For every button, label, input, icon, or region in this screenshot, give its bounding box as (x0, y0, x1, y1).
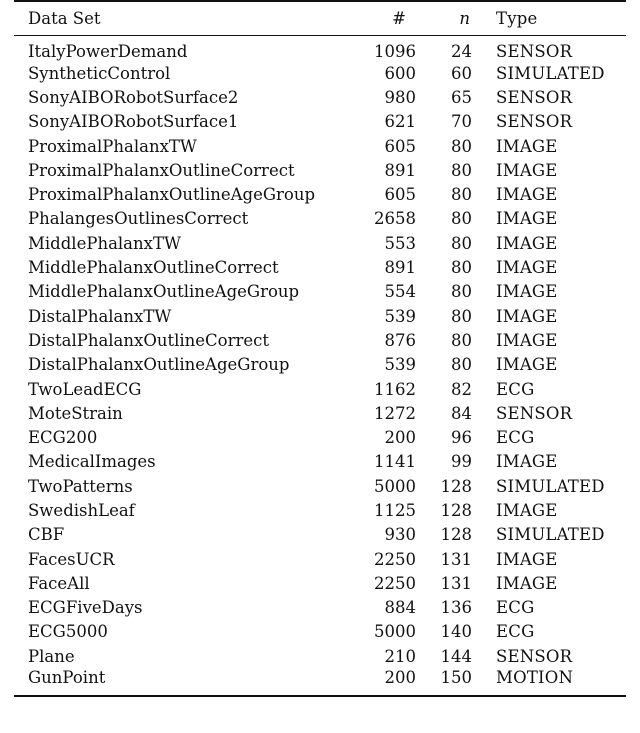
cell-n: 80 (451, 355, 472, 375)
cell-n: 80 (451, 209, 472, 229)
cell-n: 99 (451, 452, 472, 472)
cell-n: 131 (440, 573, 472, 593)
cell-n: 131 (440, 549, 472, 569)
cell-n: 80 (451, 282, 472, 302)
cell-count: 621 (384, 112, 416, 132)
cell-type: SIMULATED (496, 525, 605, 545)
cell-type: IMAGE (496, 209, 558, 229)
cell-data-set: TwoLeadECG (28, 379, 142, 399)
cell-type: IMAGE (496, 306, 558, 326)
cell-count: 5000 (374, 622, 416, 642)
cell-count: 2250 (374, 549, 416, 569)
cell-n: 128 (440, 476, 472, 496)
cell-data-set: MiddlePhalanxOutlineAgeGroup (28, 282, 300, 302)
table-row (14, 425, 626, 449)
cell-count: 2250 (374, 573, 416, 593)
table-row (14, 498, 626, 522)
table-header (14, 1, 626, 36)
cell-count: 891 (384, 258, 416, 278)
cell-n: 70 (451, 112, 472, 132)
header-n: n (459, 9, 470, 28)
cell-n: 80 (451, 258, 472, 278)
cell-data-set: SonyAIBORobotSurface1 (28, 112, 239, 132)
header-count: # (392, 9, 406, 28)
cell-type: IMAGE (496, 282, 558, 302)
cell-n: 80 (451, 306, 472, 326)
cell-type: SENSOR (496, 403, 573, 423)
table-row (14, 61, 626, 85)
cell-data-set: FacesUCR (28, 549, 115, 569)
cell-count: 605 (384, 136, 416, 156)
table-row (14, 110, 626, 134)
cell-n: 24 (451, 42, 472, 61)
cell-count: 980 (384, 87, 416, 107)
table-row (14, 182, 626, 206)
cell-type: IMAGE (496, 136, 558, 156)
cell-count: 605 (384, 185, 416, 205)
cell-type: MOTION (496, 668, 574, 688)
cell-count: 539 (384, 306, 416, 326)
cell-n: 80 (451, 136, 472, 156)
cell-type: IMAGE (496, 258, 558, 278)
header-type: Type (496, 9, 538, 28)
cell-type: ECG (496, 622, 535, 642)
cell-n: 96 (451, 428, 472, 448)
cell-data-set: CBF (28, 525, 65, 545)
table-row (14, 328, 626, 352)
cell-data-set: DistalPhalanxOutlineAgeGroup (28, 355, 290, 375)
cell-count: 1141 (374, 452, 416, 472)
cell-type: SENSOR (496, 87, 573, 107)
table-row (14, 571, 626, 595)
cell-type: IMAGE (496, 330, 558, 350)
cell-type: ECG (496, 598, 535, 618)
cell-data-set: Plane (28, 646, 75, 666)
table-row (14, 36, 626, 62)
table-row (14, 304, 626, 328)
table-row (14, 377, 626, 401)
table-row (14, 207, 626, 231)
cell-type: IMAGE (496, 233, 558, 253)
cell-n: 80 (451, 160, 472, 180)
cell-type: IMAGE (496, 500, 558, 520)
cell-data-set: ECGFiveDays (28, 598, 143, 618)
cell-n: 140 (440, 622, 472, 642)
cell-count: 210 (384, 646, 416, 666)
cell-n: 65 (451, 87, 472, 107)
cell-type: IMAGE (496, 452, 558, 472)
table-row (14, 523, 626, 547)
cell-type: SENSOR (496, 112, 573, 132)
cell-type: SIMULATED (496, 476, 605, 496)
table-row (14, 85, 626, 109)
cell-count: 876 (384, 330, 416, 350)
cell-count: 553 (384, 233, 416, 253)
cell-data-set: SyntheticControl (28, 63, 171, 83)
cell-count: 539 (384, 355, 416, 375)
cell-type: SENSOR (496, 646, 573, 666)
cell-type: SIMULATED (496, 63, 605, 83)
cell-data-set: MiddlePhalanxTW (28, 233, 181, 253)
cell-data-set: DistalPhalanxTW (28, 306, 172, 326)
cell-data-set: SwedishLeaf (28, 500, 135, 520)
table-row (14, 547, 626, 571)
cell-count: 930 (384, 525, 416, 545)
cell-data-set: TwoPatterns (28, 476, 133, 496)
cell-count: 600 (384, 63, 416, 83)
table-row (14, 450, 626, 474)
table-row (14, 158, 626, 182)
cell-n: 84 (451, 403, 472, 423)
cell-type: IMAGE (496, 549, 558, 569)
table-row (14, 280, 626, 304)
cell-type: ECG (496, 428, 535, 448)
cell-n: 60 (451, 63, 472, 83)
dataset-table-container (14, 0, 626, 697)
cell-count: 884 (384, 598, 416, 618)
cell-data-set: MedicalImages (28, 452, 156, 472)
cell-n: 80 (451, 233, 472, 253)
cell-n: 82 (451, 379, 472, 399)
table-row (14, 353, 626, 377)
table-row (14, 596, 626, 620)
cell-count: 1125 (374, 500, 416, 520)
table-row (14, 644, 626, 668)
cell-count: 5000 (374, 476, 416, 496)
table-row (14, 620, 626, 644)
cell-type: IMAGE (496, 185, 558, 205)
cell-data-set: ProximalPhalanxTW (28, 136, 197, 156)
table-row (14, 668, 626, 696)
cell-count: 1272 (374, 403, 416, 423)
cell-count: 200 (384, 668, 416, 688)
cell-data-set: SonyAIBORobotSurface2 (28, 87, 239, 107)
cell-data-set: FaceAll (28, 573, 90, 593)
cell-type: IMAGE (496, 160, 558, 180)
table-row (14, 255, 626, 279)
cell-type: IMAGE (496, 355, 558, 375)
cell-data-set: ProximalPhalanxOutlineAgeGroup (28, 185, 316, 205)
cell-n: 80 (451, 185, 472, 205)
cell-type: ECG (496, 379, 535, 399)
cell-count: 1096 (374, 42, 416, 61)
cell-n: 144 (440, 646, 472, 666)
cell-count: 2658 (374, 209, 416, 229)
cell-n: 128 (440, 525, 472, 545)
table-row (14, 134, 626, 158)
cell-n: 150 (440, 668, 472, 688)
cell-data-set: DistalPhalanxOutlineCorrect (28, 330, 270, 350)
cell-data-set: MiddlePhalanxOutlineCorrect (28, 258, 279, 278)
cell-n: 80 (451, 330, 472, 350)
header-data-set: Data Set (28, 9, 101, 28)
table-body (14, 36, 626, 697)
cell-type: SENSOR (496, 42, 573, 61)
cell-data-set: ECG5000 (28, 622, 108, 642)
dataset-table (14, 0, 626, 697)
cell-data-set: MoteStrain (28, 403, 123, 423)
cell-data-set: ECG200 (28, 428, 98, 448)
header-row (14, 1, 626, 36)
cell-count: 1162 (374, 379, 416, 399)
cell-count: 554 (384, 282, 416, 302)
table-row (14, 474, 626, 498)
cell-data-set: ProximalPhalanxOutlineCorrect (28, 160, 295, 180)
cell-type: IMAGE (496, 573, 558, 593)
cell-count: 200 (384, 428, 416, 448)
table-row (14, 231, 626, 255)
cell-data-set: ItalyPowerDemand (28, 42, 188, 61)
cell-count: 891 (384, 160, 416, 180)
cell-data-set: PhalangesOutlinesCorrect (28, 209, 249, 229)
cell-n: 136 (440, 598, 472, 618)
table-row (14, 401, 626, 425)
cell-n: 128 (440, 500, 472, 520)
cell-data-set: GunPoint (28, 668, 106, 688)
